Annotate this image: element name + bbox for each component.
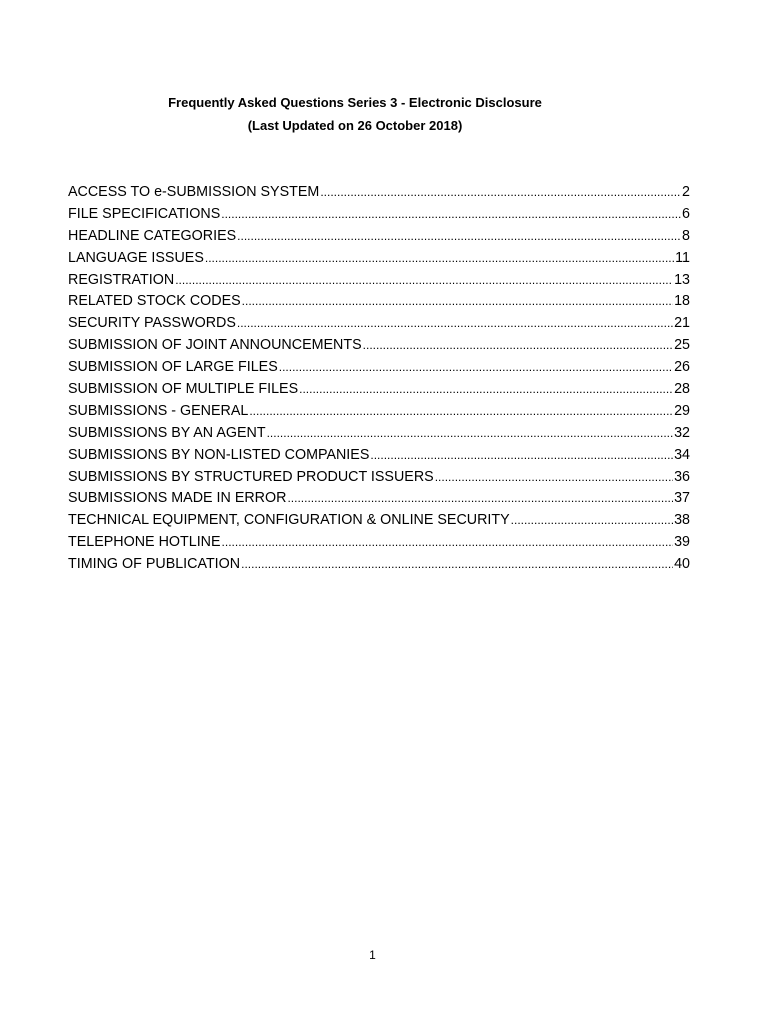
- toc-entry[interactable]: [68, 556, 690, 578]
- toc-entry-label: SUBMISSIONS - GENERAL: [68, 402, 249, 419]
- toc-entry-page: 37: [674, 490, 690, 507]
- toc-dot-leader: [320, 185, 681, 199]
- toc-dot-leader: [287, 491, 673, 505]
- toc-entry-page: 26: [674, 359, 690, 376]
- toc-entry[interactable]: [68, 184, 690, 206]
- toc-entry-label: HEADLINE CATEGORIES: [68, 227, 237, 244]
- toc-entry[interactable]: [68, 490, 690, 512]
- toc-entry-page: 6: [682, 205, 690, 222]
- document-subtitle: (Last Updated on 26 October 2018): [247, 118, 463, 133]
- toc-entry-label: SUBMISSIONS MADE IN ERROR: [68, 490, 287, 507]
- toc-entry-label: SUBMISSIONS BY AN AGENT: [68, 424, 266, 441]
- toc-entry-label: TECHNICAL EQUIPMENT, CONFIGURATION & ONLINE SECURITY: [68, 512, 510, 529]
- toc-entry-label: TIMING OF PUBLICATION: [68, 556, 241, 573]
- toc-dot-leader: [370, 448, 673, 462]
- toc-dot-leader: [241, 557, 673, 571]
- toc-entry[interactable]: [68, 359, 690, 381]
- page-number: 1: [369, 948, 376, 962]
- toc-entry[interactable]: [68, 315, 690, 337]
- toc-dot-leader: [279, 360, 673, 374]
- toc-entry-page: 34: [674, 446, 690, 463]
- toc-entry-page: 29: [674, 402, 690, 419]
- toc-dot-leader: [222, 535, 674, 549]
- toc-dot-leader: [249, 404, 673, 418]
- toc-entry-label: SUBMISSION OF JOINT ANNOUNCEMENTS: [68, 337, 362, 354]
- toc-entry-page: 40: [674, 556, 690, 573]
- toc-entry[interactable]: [68, 469, 690, 491]
- toc-entry-page: 11: [675, 249, 690, 266]
- toc-entry[interactable]: [68, 206, 690, 228]
- toc-entry[interactable]: [68, 447, 690, 469]
- toc-entry-label: ACCESS TO e-SUBMISSION SYSTEM: [68, 184, 320, 200]
- toc-entry-label: SUBMISSION OF MULTIPLE FILES: [68, 381, 299, 398]
- toc-dot-leader: [221, 207, 681, 221]
- toc-dot-leader: [511, 513, 673, 527]
- toc-dot-leader: [363, 338, 673, 352]
- toc-entry-label: SUBMISSIONS BY NON-LISTED COMPANIES: [68, 446, 370, 463]
- toc-entry-page: 18: [674, 293, 690, 310]
- toc-entry[interactable]: [68, 425, 690, 447]
- toc-entry-page: 28: [674, 381, 690, 398]
- toc-entry-page: 8: [682, 227, 690, 244]
- toc-dot-leader: [299, 382, 673, 396]
- toc-entry[interactable]: [68, 293, 690, 315]
- toc-entry-label: SUBMISSION OF LARGE FILES: [68, 359, 278, 376]
- document-title: Frequently Asked Questions Series 3 - Electronic Disclosure: [168, 95, 542, 110]
- toc-dot-leader: [205, 251, 674, 265]
- toc-entry[interactable]: [68, 272, 690, 294]
- toc-entry-label: LANGUAGE ISSUES: [68, 249, 204, 266]
- toc-dot-leader: [175, 273, 673, 287]
- toc-entry[interactable]: [68, 381, 690, 403]
- toc-entry-label: RELATED STOCK CODES: [68, 293, 241, 310]
- toc-dot-leader: [267, 426, 674, 440]
- toc-entry-label: REGISTRATION: [68, 271, 175, 288]
- toc-entry-page: 2: [682, 184, 690, 200]
- toc-entry-page: 21: [674, 315, 690, 332]
- toc-entry-label: FILE SPECIFICATIONS: [68, 205, 221, 222]
- toc-entry-page: 36: [674, 468, 690, 485]
- table-of-contents: [68, 184, 690, 578]
- toc-entry-label: SECURITY PASSWORDS: [68, 315, 236, 332]
- toc-entry[interactable]: [68, 250, 690, 272]
- toc-entry-page: 38: [674, 512, 690, 529]
- toc-entry[interactable]: [68, 534, 690, 556]
- toc-dot-leader: [435, 470, 673, 484]
- toc-entry[interactable]: [68, 512, 690, 534]
- toc-entry-page: 13: [674, 271, 690, 288]
- toc-entry-page: 32: [674, 424, 690, 441]
- toc-dot-leader: [237, 229, 681, 243]
- toc-entry[interactable]: [68, 228, 690, 250]
- toc-entry-label: TELEPHONE HOTLINE: [68, 534, 221, 551]
- toc-dot-leader: [242, 294, 673, 308]
- toc-entry-label: SUBMISSIONS BY STRUCTURED PRODUCT ISSUERS: [68, 468, 434, 485]
- toc-entry[interactable]: [68, 403, 690, 425]
- toc-entry-page: 25: [674, 337, 690, 354]
- toc-entry-page: 39: [674, 534, 690, 551]
- toc-dot-leader: [237, 316, 673, 330]
- toc-entry[interactable]: [68, 337, 690, 359]
